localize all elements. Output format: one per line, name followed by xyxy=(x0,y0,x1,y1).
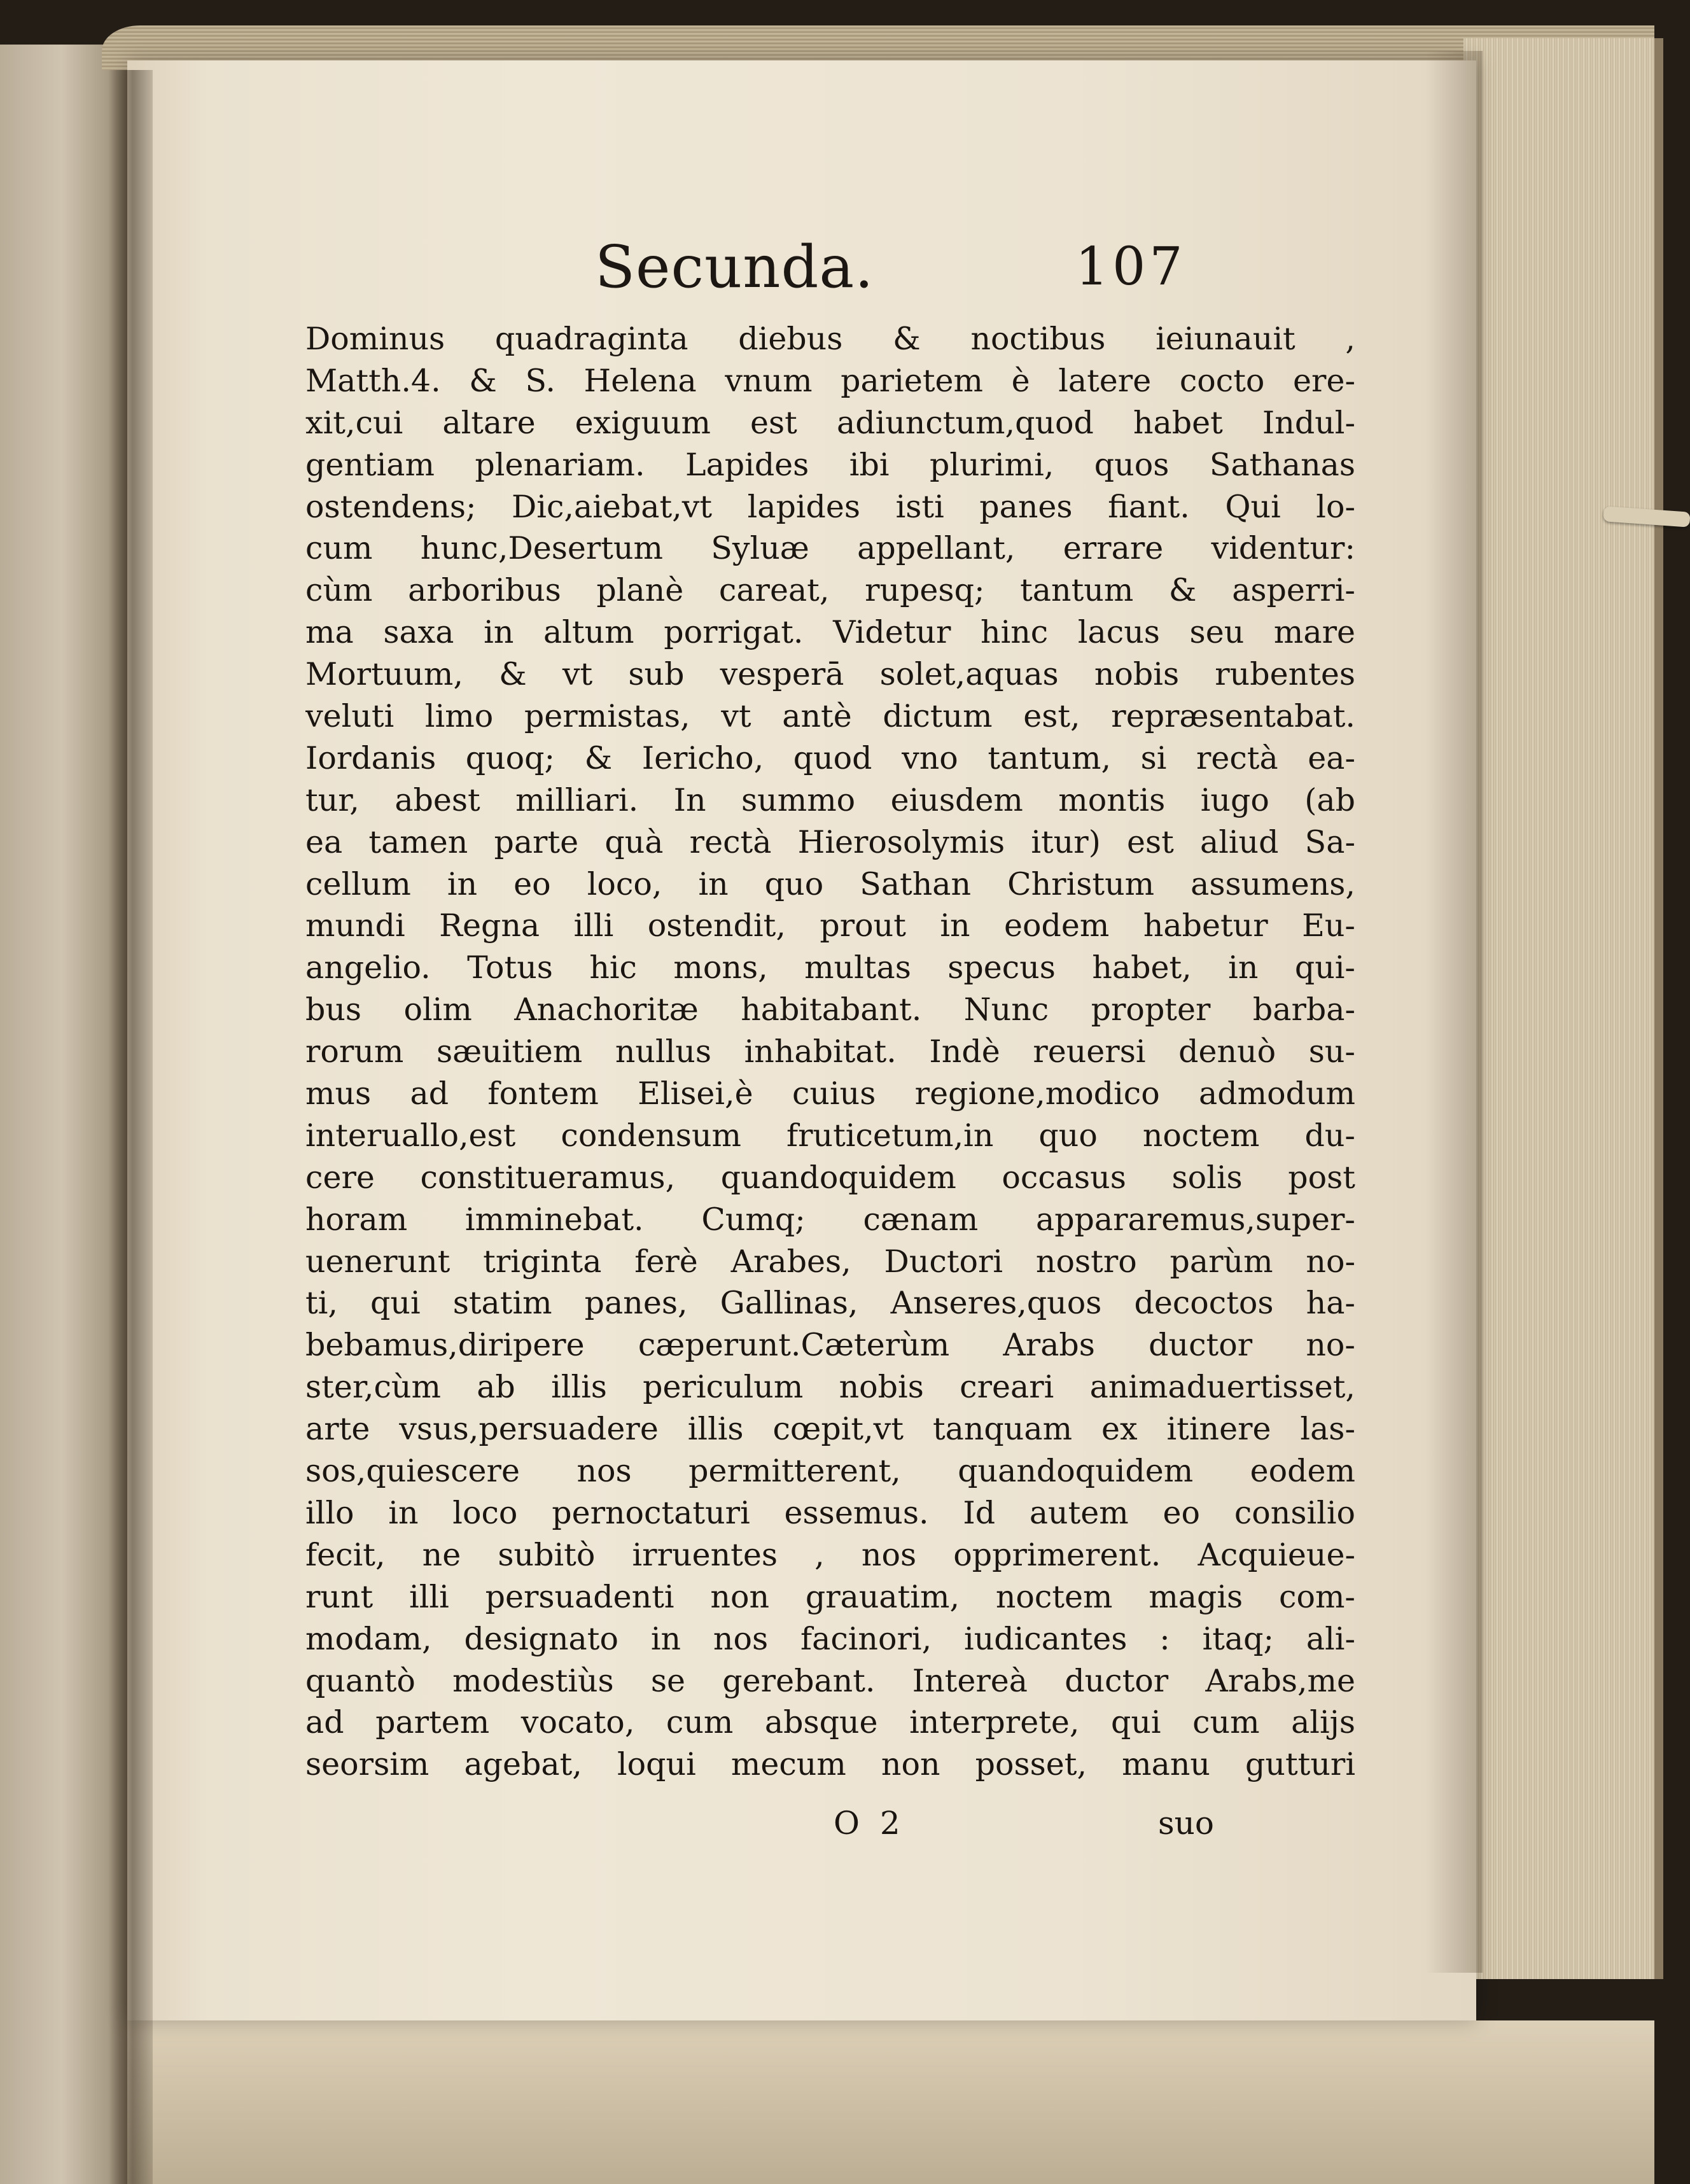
running-title: Secunda. xyxy=(595,233,874,301)
fore-edge-shadow xyxy=(1425,51,1483,1973)
text-line: angelio. Totus hic mons, multas specus habet, in qui- xyxy=(305,949,1355,986)
text-line: arte vsus,persuadere illis cœpit,vt tanquam ex itinere las- xyxy=(305,1411,1355,1448)
text-line: ti, qui statim panes, Gallinas, Anseres,quos decoctos ha- xyxy=(305,1285,1355,1322)
text-line: mundi Regna illi ostendit, prout in eodem habetur Eu- xyxy=(305,907,1355,944)
text-line: horam imminebat. Cumq; cænam appararemus,super- xyxy=(305,1201,1355,1238)
text-line: Mortuum, & vt sub vesperā solet,aquas nobis rubentes xyxy=(305,656,1355,693)
text-line: runt illi persuadenti non grauatim, noctem magis com- xyxy=(305,1578,1355,1615)
text-line: xit,cui altare exiguum est adiunctum,quod habet Indul- xyxy=(305,404,1355,441)
text-line: Matth.4. & S. Helena vnum parietem è latere cocto ere- xyxy=(305,362,1355,399)
text-line: veluti limo permistas, vt antè dictum est, repræsentabat. xyxy=(305,698,1355,735)
signature-mark: O 2 xyxy=(834,1805,905,1842)
text-line: mus ad fontem Elisei,è cuius regione,modico admodum xyxy=(305,1075,1355,1112)
catchword: suo xyxy=(1158,1805,1214,1842)
text-line: fecit, ne subitò irruentes , nos opprimerent. Acquieue- xyxy=(305,1536,1355,1573)
text-line: ad partem vocato, cum absque interprete, qui cum alijs xyxy=(305,1704,1355,1741)
text-line: sos,quiescere nos permitterent, quandoquidem eodem xyxy=(305,1453,1355,1490)
text-line: uenerunt triginta ferè Arabes, Ductori nostro parùm no- xyxy=(305,1243,1355,1280)
text-line: illo in loco pernoctaturi essemus. Id autem eo consilio xyxy=(305,1494,1355,1531)
text-line: bebamus,diripere cæperunt.Cæterùm Arabs ductor no- xyxy=(305,1327,1355,1364)
page-number: 107 xyxy=(1075,237,1187,297)
text-line: bus olim Anachoritæ habitabant. Nunc propter barba- xyxy=(305,991,1355,1028)
page-bottom-edge xyxy=(127,2020,1654,2184)
page-footer xyxy=(127,1798,1476,1849)
text-line: ostendens; Dic,aiebat,vt lapides isti panes fiant. Qui lo- xyxy=(305,488,1355,525)
recto-page xyxy=(127,60,1476,2020)
fore-edge xyxy=(1463,38,1663,1979)
text-line: modam, designato in nos facinori, iudicantes : itaq; ali- xyxy=(305,1620,1355,1657)
text-line: gentiam plenariam. Lapides ibi plurimi, quos Sathanas xyxy=(305,446,1355,483)
text-line: Iordanis quoq; & Iericho, quod vno tantum, si rectà ea- xyxy=(305,739,1355,776)
page-header xyxy=(127,232,1476,309)
text-line: ea tamen parte quà rectà Hierosolymis itur) est aliud Sa- xyxy=(305,823,1355,860)
text-line: seorsim agebat, loqui mecum non posset, manu gutturi xyxy=(305,1746,1355,1783)
text-line: cùm arboribus planè careat, rupesq; tantum & asperri- xyxy=(305,572,1355,609)
body-text xyxy=(305,318,1355,1786)
text-line: ster,cùm ab illis periculum nobis creari animaduertisset, xyxy=(305,1369,1355,1406)
text-line: rorum sæuitiem nullus inhabitat. Indè reuersi denuò su- xyxy=(305,1033,1355,1070)
text-line: quantò modestiùs se gerebant. Intereà ductor Arabs,me xyxy=(305,1662,1355,1699)
text-line: cere constitueramus, quandoquidem occasus solis post xyxy=(305,1159,1355,1196)
gutter-shadow xyxy=(108,70,153,2184)
text-line: tur, abest milliari. In summo eiusdem montis iugo (ab xyxy=(305,781,1355,818)
text-line: interuallo,est condensum fruticetum,in quo noctem du- xyxy=(305,1117,1355,1154)
text-line: cellum in eo loco, in quo Sathan Christum assumens, xyxy=(305,865,1355,902)
text-line: Dominus quadraginta diebus & noctibus ieiunauit , xyxy=(305,321,1355,357)
text-line: ma saxa in altum porrigat. Videtur hinc lacus seu mare xyxy=(305,614,1355,651)
text-line: cum hunc,Desertum Syluæ appellant, errare videntur: xyxy=(305,530,1355,567)
